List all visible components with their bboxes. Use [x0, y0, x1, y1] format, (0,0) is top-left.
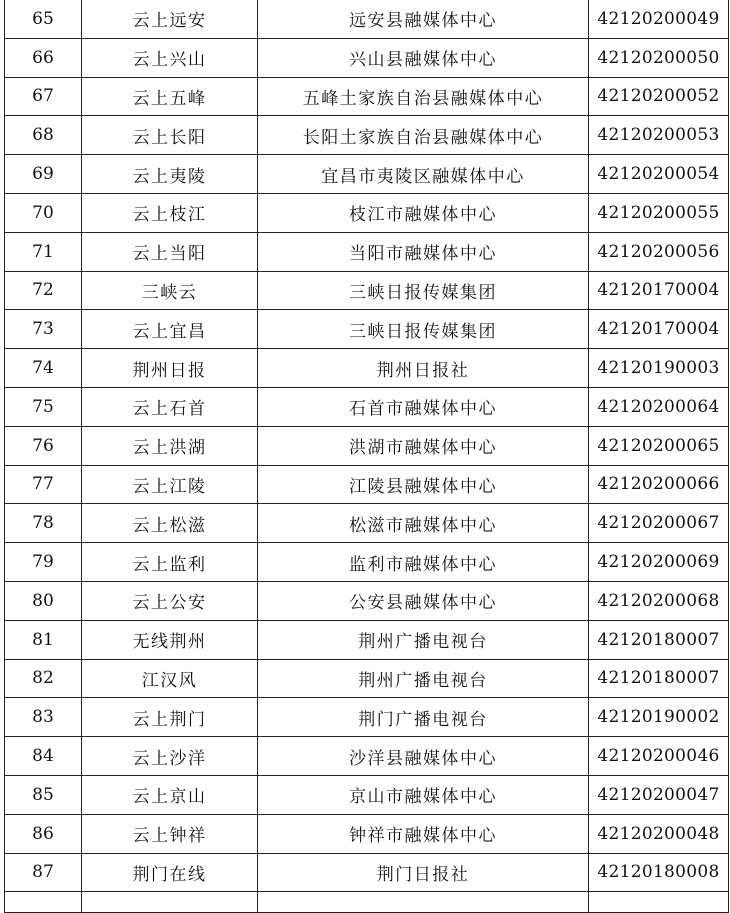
organization-cell: 洪湖市融媒体中心	[258, 426, 589, 465]
row-number-cell: 67	[5, 77, 82, 116]
organization-cell: 荆门广播电视台	[258, 698, 589, 737]
client-name-cell: 云上松滋	[82, 504, 258, 543]
row-number-cell: 83	[5, 698, 82, 737]
organization-cell: 监利市融媒体中心	[258, 543, 589, 582]
license-code-cell: 42120180007	[589, 659, 729, 698]
license-code-cell: 42120200048	[589, 814, 729, 853]
row-number-cell: 79	[5, 543, 82, 582]
license-code-cell: 42120200046	[589, 737, 729, 776]
row-number-cell: 78	[5, 504, 82, 543]
table-row	[5, 77, 729, 116]
row-number-cell: 87	[5, 853, 82, 892]
table-row	[5, 504, 729, 543]
organization-cell: 钟祥市融媒体中心	[258, 814, 589, 853]
organization-cell: 石首市融媒体中心	[258, 387, 589, 426]
table-row	[5, 698, 729, 737]
row-number-cell: 73	[5, 310, 82, 349]
client-name-cell: 江汉风	[82, 659, 258, 698]
row-number-cell: 72	[5, 271, 82, 310]
client-name-cell: 云上钟祥	[82, 814, 258, 853]
table-row	[5, 581, 729, 620]
table-row	[5, 271, 729, 310]
client-name-cell: 云上沙洋	[82, 737, 258, 776]
organization-cell: 兴山县融媒体中心	[258, 38, 589, 77]
row-number-cell: 71	[5, 232, 82, 271]
row-number-cell: 85	[5, 775, 82, 814]
client-name-cell: 云上公安	[82, 581, 258, 620]
table-row	[5, 0, 729, 38]
table-row	[5, 38, 729, 77]
row-number-cell: 74	[5, 349, 82, 388]
row-number-cell: 80	[5, 581, 82, 620]
license-code-cell: 42120200069	[589, 543, 729, 582]
empty-cell	[82, 892, 258, 913]
table-row	[5, 853, 729, 892]
client-name-cell: 云上京山	[82, 775, 258, 814]
organization-cell: 三峡日报传媒集团	[258, 271, 589, 310]
client-name-cell: 三峡云	[82, 271, 258, 310]
license-code-cell: 42120200054	[589, 155, 729, 194]
license-code-cell: 42120200064	[589, 387, 729, 426]
client-name-cell: 云上兴山	[82, 38, 258, 77]
table-row	[5, 543, 729, 582]
client-name-cell: 云上枝江	[82, 193, 258, 232]
license-code-cell: 42120200067	[589, 504, 729, 543]
organization-cell: 松滋市融媒体中心	[258, 504, 589, 543]
organization-cell: 荆门日报社	[258, 853, 589, 892]
organization-cell: 远安县融媒体中心	[258, 0, 589, 38]
license-code-cell: 42120200055	[589, 193, 729, 232]
table-row	[5, 155, 729, 194]
organization-cell: 京山市融媒体中心	[258, 775, 589, 814]
license-code-cell: 42120200056	[589, 232, 729, 271]
table-row	[5, 775, 729, 814]
row-number-cell: 77	[5, 465, 82, 504]
row-number-cell: 86	[5, 814, 82, 853]
empty-cell	[5, 892, 82, 913]
row-number-cell: 75	[5, 387, 82, 426]
table-row	[5, 659, 729, 698]
client-name-cell: 云上长阳	[82, 116, 258, 155]
table-row	[5, 426, 729, 465]
client-name-cell: 云上当阳	[82, 232, 258, 271]
organization-cell: 三峡日报传媒集团	[258, 310, 589, 349]
table-row	[5, 349, 729, 388]
client-name-cell: 荆州日报	[82, 349, 258, 388]
table-row-partial	[5, 892, 729, 913]
organization-cell: 江陵县融媒体中心	[258, 465, 589, 504]
row-number-cell: 70	[5, 193, 82, 232]
organization-cell: 荆州广播电视台	[258, 659, 589, 698]
organization-cell: 荆州广播电视台	[258, 620, 589, 659]
license-code-cell: 42120200065	[589, 426, 729, 465]
client-name-cell: 云上荆门	[82, 698, 258, 737]
row-number-cell: 82	[5, 659, 82, 698]
row-number-cell: 84	[5, 737, 82, 776]
license-code-cell: 42120200050	[589, 38, 729, 77]
license-code-cell: 42120200066	[589, 465, 729, 504]
organization-cell: 宜昌市夷陵区融媒体中心	[258, 155, 589, 194]
organization-cell: 五峰土家族自治县融媒体中心	[258, 77, 589, 116]
empty-cell	[589, 892, 729, 913]
table-row	[5, 814, 729, 853]
row-number-cell: 81	[5, 620, 82, 659]
table-row	[5, 465, 729, 504]
license-code-cell: 42120180007	[589, 620, 729, 659]
license-code-cell: 42120200052	[589, 77, 729, 116]
row-number-cell: 69	[5, 155, 82, 194]
row-number-cell: 68	[5, 116, 82, 155]
table-row	[5, 232, 729, 271]
table-row	[5, 737, 729, 776]
license-code-cell: 42120190002	[589, 698, 729, 737]
organization-cell: 长阳土家族自治县融媒体中心	[258, 116, 589, 155]
registry-table	[4, 0, 729, 913]
client-name-cell: 云上江陵	[82, 465, 258, 504]
client-name-cell: 云上夷陵	[82, 155, 258, 194]
table-row	[5, 116, 729, 155]
license-code-cell: 42120170004	[589, 310, 729, 349]
license-code-cell: 42120200068	[589, 581, 729, 620]
license-code-cell: 42120200047	[589, 775, 729, 814]
row-number-cell: 76	[5, 426, 82, 465]
row-number-cell: 66	[5, 38, 82, 77]
organization-cell: 公安县融媒体中心	[258, 581, 589, 620]
organization-cell: 枝江市融媒体中心	[258, 193, 589, 232]
row-number-cell: 65	[5, 0, 82, 38]
organization-cell: 沙洋县融媒体中心	[258, 737, 589, 776]
license-code-cell: 42120190003	[589, 349, 729, 388]
table-row	[5, 310, 729, 349]
client-name-cell: 云上宜昌	[82, 310, 258, 349]
license-code-cell: 42120200049	[589, 0, 729, 38]
client-name-cell: 云上五峰	[82, 77, 258, 116]
table-body	[5, 0, 729, 913]
empty-cell	[258, 892, 589, 913]
client-name-cell: 荆门在线	[82, 853, 258, 892]
client-name-cell: 云上远安	[82, 0, 258, 38]
license-code-cell: 42120200053	[589, 116, 729, 155]
table-row	[5, 620, 729, 659]
client-name-cell: 云上石首	[82, 387, 258, 426]
client-name-cell: 云上洪湖	[82, 426, 258, 465]
license-code-cell: 42120170004	[589, 271, 729, 310]
organization-cell: 荆州日报社	[258, 349, 589, 388]
table-row	[5, 193, 729, 232]
license-code-cell: 42120180008	[589, 853, 729, 892]
client-name-cell: 无线荆州	[82, 620, 258, 659]
organization-cell: 当阳市融媒体中心	[258, 232, 589, 271]
table-row	[5, 387, 729, 426]
client-name-cell: 云上监利	[82, 543, 258, 582]
